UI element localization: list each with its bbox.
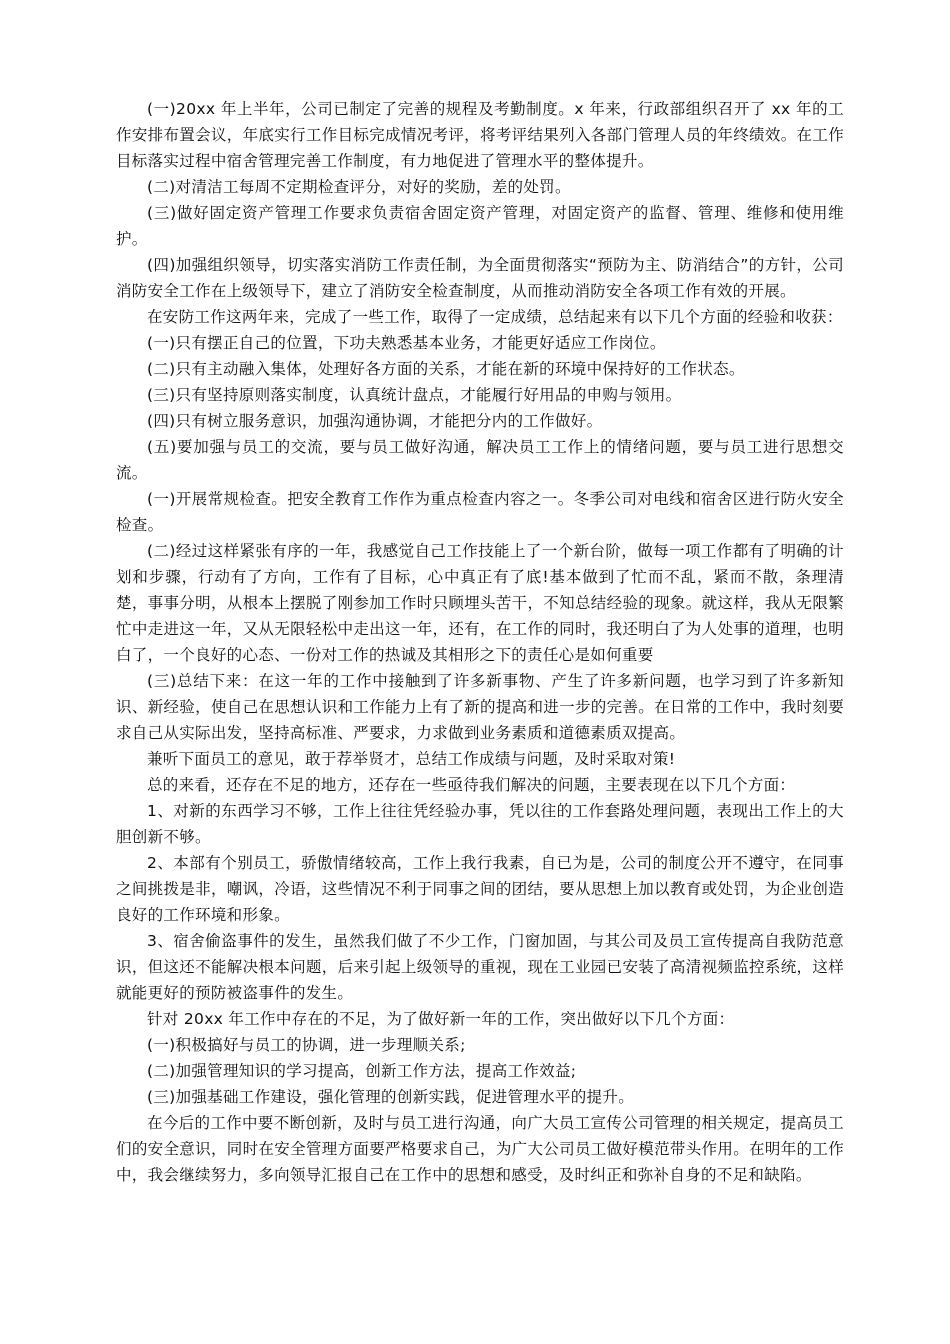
paragraph: 3、宿舍偷盗事件的发生，虽然我们做了不少工作，门窗加固，与其公司及员工宣传提高自我防范意识，但这还不能解决根本问题，后来引起上级领导的重视，现在工业园已安装了高清视频监控系统，这样就能更好的预防被盗事件的发生。 [116,932,844,1002]
paragraph: (三)加强基础工作建设，强化管理的创新实践，促进管理水平的提升。 [147,1088,635,1106]
paragraph: (一)积极搞好与员工的协调，进一步理顺关系; [147,1036,466,1054]
paragraph: (五)要加强与员工的交流，要与员工做好沟通，解决员工工作上的情绪问题，要与员工进行思想交流。 [116,438,844,482]
paragraph: (二)只有主动融入集体，处理好各方面的关系，才能在新的环境中保持好的工作状态。 [147,360,745,378]
paragraph: 2、本部有个别员工，骄傲情绪较高，工作上我行我素，自已为是，公司的制度公开不遵守，在同事之间挑拨是非，嘲讽，冷语，这些情况不利于同事之间的团结，要从思想上加以教育或处罚，为企业创造良好的工作环境和形象。 [116,854,844,924]
paragraph: 针对 20xx 年工作中存在的不足，为了做好新一年的工作，突出做好以下几个方面： [147,1010,735,1028]
paragraph: (二)经过这样紧张有序的一年，我感觉自己工作技能上了一个新台阶，做每一项工作都有了明确的计划和步骤，行动有了方向，工作有了目标，心中真正有了底!基本做到了忙而不乱，紧而不散，条理清楚，事事分明，从根本上摆脱了刚参加工作时只顾埋头苦干，不知总结经验的现象。就这样，我从无限繁忙中走进这一年，又从无限轻松中走出这一年，还有，在工作的同时，我还明白了为人处事的道理，也明白了，一个良好的心态、一份对工作的热诚及其相形之下的责任心是如何重要 [116,542,844,664]
paragraph: 在安防工作这两年来，完成了一些工作，取得了一定成绩，总结起来有以下几个方面的经验和收获： [147,308,843,326]
paragraph: (四)加强组织领导，切实落实消防工作责任制，为全面贯彻落实“预防为主、防消结合”的方针，公司消防安全工作在上级领导下，建立了消防安全检查制度，从而推动消防安全各项工作有效的开展。 [116,256,844,300]
paragraph: (三)总结下来：在这一年的工作中接触到了许多新事物、产生了许多新问题，也学习到了许多新知识、新经验，使自己在思想认识和工作能力上有了新的提高和进一步的完善。在日常的工作中，我时刻要求自己从实际出发，坚持高标准、严要求，力求做到业务素质和道德素质双提高。 [116,672,844,742]
paragraph: (三)做好固定资产管理工作要求负责宿舍固定资产管理，对固定资产的监督、管理、维修和使用维护。 [116,204,844,248]
paragraph: 兼听下面员工的意见，敢于荐举贤才，总结工作成绩与问题，及时采取对策! [147,750,676,768]
paragraph: 在今后的工作中要不断创新，及时与员工进行沟通，向广大员工宣传公司管理的相关规定，提高员工们的安全意识，同时在安全管理方面要严格要求自己，为广大公司员工做好模范带头作用。在明年的工作中，我会继续努力，多向领导汇报自己在工作中的思想和感受，及时纠正和弥补自身的不足和缺陷。 [116,1114,844,1184]
paragraph: (二)对清洁工每周不定期检查评分，对好的奖励，差的处罚。 [147,178,571,196]
paragraph: 总的来看，还存在不足的地方，还存在一些亟待我们解决的问题，主要表现在以下几个方面： [147,776,796,794]
paragraph: (一)开展常规检查。把安全教育工作作为重点检查内容之一。冬季公司对电线和宿舍区进行防火安全检查。 [116,490,844,534]
paragraph: (三)只有坚持原则落实制度，认真统计盘点，才能履行好用品的申购与领用。 [147,386,682,404]
paragraph: (二)加强管理知识的学习提高，创新工作方法，提高工作效益; [147,1062,577,1080]
document-body [116,96,844,1188]
paragraph: (四)只有树立服务意识，加强沟通协调，才能把分内的工作做好。 [147,412,603,430]
paragraph: 1、对新的东西学习不够，工作上往往凭经验办事，凭以往的工作套路处理问题，表现出工作上的大胆创新不够。 [116,802,844,846]
paragraph: (一)只有摆正自己的位置，下功夫熟悉基本业务，才能更好适应工作岗位。 [147,334,666,352]
paragraph: (一)20xx 年上半年，公司已制定了完善的规程及考勤制度。x 年来，行政部组织召开了 xx 年的工作安排布置会议，年底实行工作目标完成情况考评，将考评结果列入各部门管理人员的年终绩效。在工作目标落实过程中宿舍管理完善工作制度，有力地促进了管理水平的整体提升。 [116,100,844,170]
